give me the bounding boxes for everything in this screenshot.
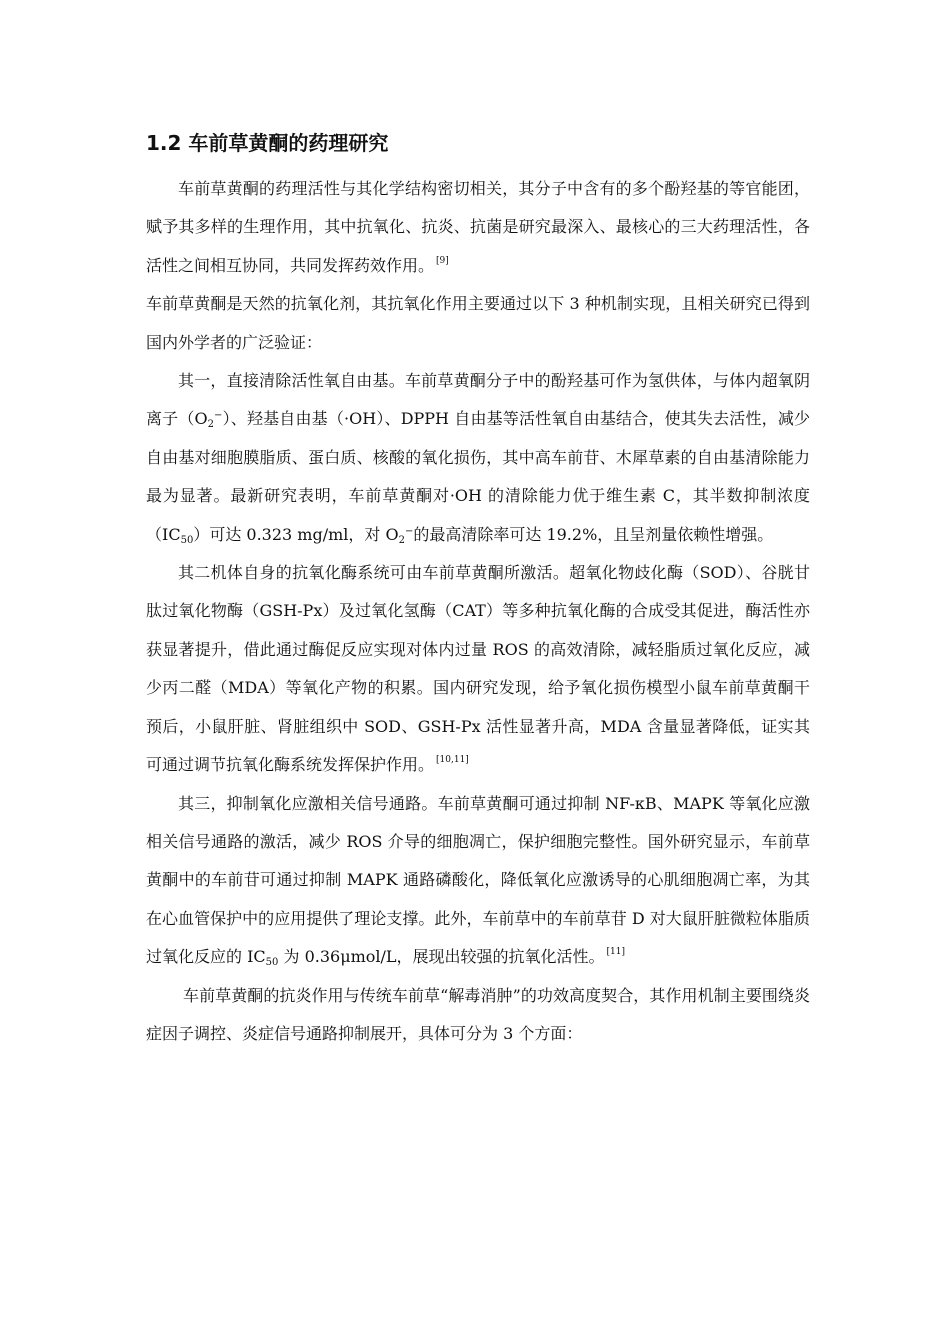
subscript: 2 (207, 419, 215, 431)
paragraph-text: 车前草黄酮是天然的抗氧化剂，其抗氧化作用主要通过以下 3 种机制实现，且相关研究已得到国内外学者的广泛验证： (146, 294, 810, 352)
paragraph-text: 其三，抑制氧化应激相关信号通路。车前草黄酮可通过抑制 NF-κB、MAPK 等氧化应激相关信号通路的激活，减少 ROS 介导的细胞凋亡，保护细胞完整性。国外研究显示，车前草黄酮中的车前苷可通过抑制 MAPK 通路磷酸化，降低氧化应激诱导的心肌细胞凋亡率，为其在心血管保护中的应用提供了理论支撑。此外，车前草中的车前草苷 D 对大鼠肝脏微粒体脂质过氧化反应的 IC (146, 793, 810, 967)
superscript: − (404, 525, 414, 537)
paragraph-text: 其一，直接清除活性氧自由基。车前草黄酮分子中的酚羟基可作为氢供体，与体内超氧阴离子（O (146, 371, 810, 429)
section-heading: 1.2 车前草黄酮的药理研究 (146, 131, 389, 155)
paragraph-anti-inflammatory (146, 977, 810, 1054)
paragraph-mechanism-one (146, 362, 810, 554)
subscript: 2 (398, 534, 405, 546)
citation-ref: [9] (436, 255, 449, 266)
paragraph-intro (146, 170, 810, 285)
citation-ref: [10,11] (436, 755, 469, 766)
paragraph-text: ）、羟基自由基（·OH）、DPPH 自由基等活性氧自由基结合，使其失去活性，减少自由基对细胞膜脂质、蛋白质、核酸的氧化损伤，其中高车前苷、木犀草素的自由基清除能力最为显著。最新研究表明，车前草黄酮对·OH 的清除能力优于维生素 C，其半数抑制浓度（IC (146, 409, 810, 544)
paragraph-mechanism-three (146, 785, 810, 977)
paragraph-text: 的最高清除率可达 19.2%，且呈剂量依赖性增强。 (413, 524, 774, 544)
subscript: 50 (265, 957, 279, 969)
citation-ref: [11] (606, 947, 626, 958)
paragraph-text: ）可达 0.323 mg/ml，对 O (193, 524, 399, 544)
superscript: − (214, 410, 223, 422)
paragraph-text: 车前草黄酮的抗炎作用与传统车前草“解毒消肿”的功效高度契合，其作用机制主要围绕炎症因子调控、炎症信号通路抑制展开，具体可分为 3 个方面： (146, 985, 810, 1043)
paragraph-text: 为 0.36μmol/L，展现出较强的抗氧化活性。 (278, 947, 605, 967)
paragraph-text: 车前草黄酮的药理活性与其化学结构密切相关，其分子中含有的多个酚羟基的等官能团，赋予其多样的生理作用，其中抗氧化、抗炎、抗菌是研究最深入、最核心的三大药理活性，各活性之间相互协同，共同发挥药效作用。 (146, 179, 810, 275)
paragraph-antioxidant-intro (146, 285, 810, 362)
document-body (146, 170, 810, 1053)
subscript: 50 (180, 534, 194, 546)
paragraph-mechanism-two (146, 554, 810, 784)
paragraph-text: 其二机体自身的抗氧化酶系统可由车前草黄酮所激活。超氧化物歧化酶（SOD）、谷胱甘肽过氧化物酶（GSH-Px）及过氧化氢酶（CAT）等多种抗氧化酶的合成受其促进，酶活性亦获显著提升，借此通过酶促反应实现对体内过量 ROS 的高效清除，减轻脂质过氧化反应，减少丙二醛（MDA）等氧化产物的积累。国内研究发现，给予氧化损伤模型小鼠车前草黄酮干预后，小鼠肝脏、肾脏组织中 SOD、GSH-Px 活性显著升高，MDA 含量显著降低，证实其可通过调节抗氧化酶系统发挥保护作用。 (146, 563, 810, 775)
